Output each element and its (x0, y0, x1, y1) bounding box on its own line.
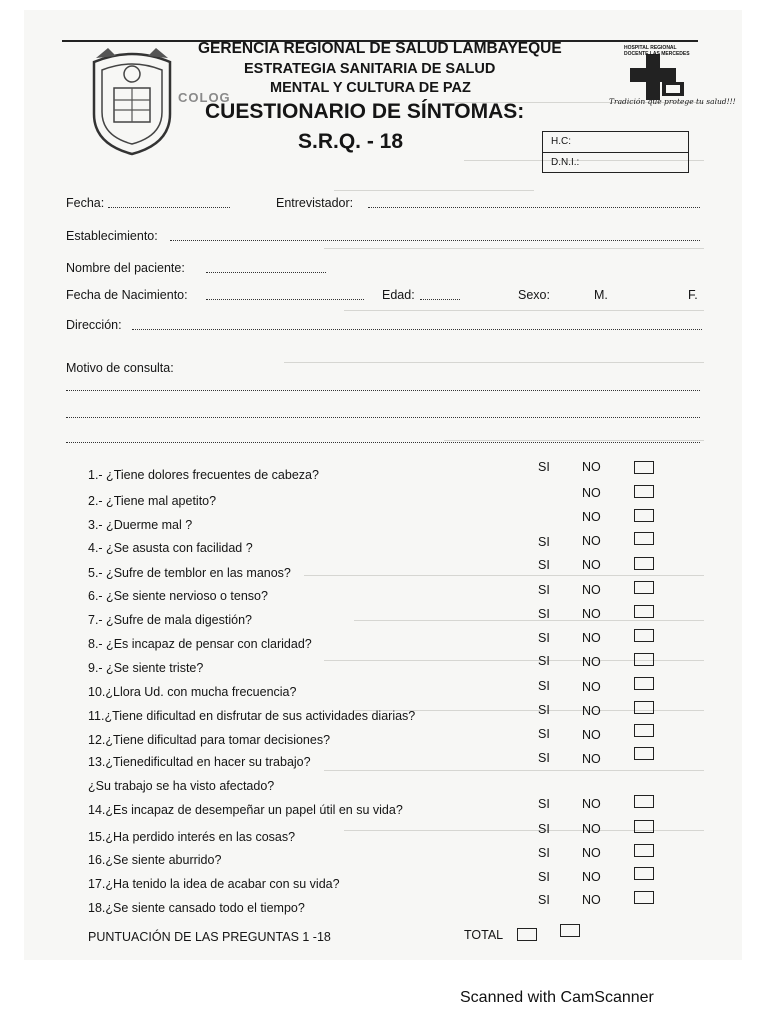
answer-checkbox[interactable] (634, 795, 654, 808)
no-option[interactable]: NO (582, 680, 601, 694)
si-option[interactable]: SI (538, 870, 550, 884)
hc-dni-box (542, 131, 689, 173)
question-text: 8.- ¿Es incapaz de pensar con claridad? (88, 637, 312, 651)
si-option[interactable]: SI (538, 893, 550, 907)
question-text: 1.- ¿Tiene dolores frecuentes de cabeza? (88, 468, 319, 482)
nombre-field[interactable] (206, 272, 326, 273)
sexo-f-option[interactable]: F. (688, 288, 698, 302)
answer-checkbox[interactable] (634, 629, 654, 642)
puntuacion-label: PUNTUACIÓN DE LAS PREGUNTAS 1 -18 (88, 930, 331, 944)
no-option[interactable]: NO (582, 893, 601, 907)
si-option[interactable]: SI (538, 797, 550, 811)
edad-label: Edad: (382, 288, 415, 302)
regional-seal-icon (86, 44, 178, 156)
total-box[interactable] (560, 924, 580, 937)
no-option[interactable]: NO (582, 752, 601, 766)
establecimiento-field[interactable] (170, 240, 700, 241)
no-option[interactable]: NO (582, 655, 601, 669)
establecimiento-label: Establecimiento: (66, 229, 158, 243)
si-option[interactable]: SI (538, 583, 550, 597)
si-option[interactable]: SI (538, 703, 550, 717)
hospital-logo-text: HOSPITAL REGIONAL DOCENTE LAS MERCEDES (624, 45, 690, 57)
answer-checkbox[interactable] (634, 820, 654, 833)
fecha-nacimiento-label: Fecha de Nacimiento: (66, 288, 188, 302)
no-option[interactable]: NO (582, 510, 601, 524)
motivo-line[interactable] (66, 442, 700, 443)
no-option[interactable]: NO (582, 822, 601, 836)
total-label: TOTAL (464, 928, 504, 942)
si-option[interactable]: SI (538, 727, 550, 741)
answer-checkbox[interactable] (634, 747, 654, 760)
answer-checkbox[interactable] (634, 677, 654, 690)
question-text: ¿Su trabajo se ha visto afectado? (88, 779, 275, 793)
question-text: 9.- ¿Se siente triste? (88, 661, 204, 675)
question-text: 6.- ¿Se siente nervioso o tenso? (88, 589, 268, 603)
si-option[interactable]: SI (538, 558, 550, 572)
si-option[interactable]: SI (538, 535, 550, 549)
answer-checkbox[interactable] (634, 701, 654, 714)
no-option[interactable]: NO (582, 631, 601, 645)
fecha-field[interactable] (108, 207, 230, 208)
si-option[interactable]: SI (538, 846, 550, 860)
no-option[interactable]: NO (582, 486, 601, 500)
si-option[interactable]: SI (538, 460, 550, 474)
no-option[interactable]: NO (582, 846, 601, 860)
si-option[interactable]: SI (538, 654, 550, 668)
edad-field[interactable] (420, 299, 460, 300)
si-option[interactable]: SI (538, 751, 550, 765)
seal-stamp-text: COLOG (178, 90, 231, 105)
answer-checkbox[interactable] (634, 653, 654, 666)
no-option[interactable]: NO (582, 583, 601, 597)
question-text: 17.¿Ha tenido la idea de acabar con su vida? (88, 877, 340, 891)
question-text: 13.¿Tienedificultad en hacer su trabajo? (88, 755, 311, 769)
no-option[interactable]: NO (582, 460, 601, 474)
answer-checkbox[interactable] (634, 461, 654, 474)
question-text: 18.¿Se siente cansado todo el tiempo? (88, 901, 305, 915)
si-option[interactable]: SI (538, 631, 550, 645)
answer-checkbox[interactable] (634, 557, 654, 570)
camscanner-watermark: Scanned with CamScanner (460, 989, 654, 1006)
total-box[interactable] (517, 928, 537, 941)
question-text: 10.¿Llora Ud. con mucha frecuencia? (88, 685, 297, 699)
answer-checkbox[interactable] (634, 891, 654, 904)
no-option[interactable]: NO (582, 797, 601, 811)
header-line1: GERENCIA REGIONAL DE SALUD LAMBAYEQUE (198, 40, 562, 57)
question-text: 5.- ¿Sufre de temblor en las manos? (88, 566, 291, 580)
motivo-line[interactable] (66, 417, 700, 418)
answer-checkbox[interactable] (634, 867, 654, 880)
no-option[interactable]: NO (582, 728, 601, 742)
header-line3: MENTAL Y CULTURA DE PAZ (270, 80, 471, 96)
motivo-label: Motivo de consulta: (66, 361, 174, 375)
motivo-line[interactable] (66, 390, 700, 391)
dni-field[interactable]: D.N.I.: (543, 152, 688, 172)
si-option[interactable]: SI (538, 607, 550, 621)
answer-checkbox[interactable] (634, 485, 654, 498)
answer-checkbox[interactable] (634, 724, 654, 737)
question-text: 14.¿Es incapaz de desempeñar un papel útil en su vida? (88, 803, 403, 817)
question-text: 2.- ¿Tiene mal apetito? (88, 494, 217, 508)
no-option[interactable]: NO (582, 607, 601, 621)
no-option[interactable]: NO (582, 534, 601, 548)
entrevistador-label: Entrevistador: (276, 196, 354, 210)
no-option[interactable]: NO (582, 704, 601, 718)
direccion-field[interactable] (132, 329, 702, 330)
si-option[interactable]: SI (538, 822, 550, 836)
answer-checkbox[interactable] (634, 532, 654, 545)
question-text: 12.¿Tiene dificultad para tomar decisiones? (88, 733, 331, 747)
hospital-motto: Tradición que protege tu salud!!! (609, 97, 736, 106)
sexo-m-option[interactable]: M. (594, 288, 608, 302)
entrevistador-field[interactable] (368, 207, 700, 208)
question-text: 16.¿Se siente aburrido? (88, 853, 222, 867)
fecha-label: Fecha: (66, 196, 105, 210)
no-option[interactable]: NO (582, 558, 601, 572)
nombre-label: Nombre del paciente: (66, 261, 185, 275)
document-code: S.R.Q. - 18 (298, 130, 404, 153)
fecha-nacimiento-field[interactable] (206, 299, 364, 300)
direccion-label: Dirección: (66, 318, 122, 332)
si-option[interactable]: SI (538, 679, 550, 693)
answer-checkbox[interactable] (634, 605, 654, 618)
header-line2: ESTRATEGIA SANITARIA DE SALUD (244, 61, 496, 77)
question-text: 11.¿Tiene dificultad en disfrutar de sus actividades diarias? (88, 709, 416, 723)
question-text: 15.¿Ha perdido interés en las cosas? (88, 830, 296, 844)
no-option[interactable]: NO (582, 870, 601, 884)
answer-checkbox[interactable] (634, 581, 654, 594)
hc-field[interactable]: H.C: (551, 136, 571, 147)
sexo-label: Sexo: (518, 288, 550, 302)
answer-checkbox[interactable] (634, 844, 654, 857)
question-text: 3.- ¿Duerme mal ? (88, 518, 193, 532)
question-text: 7.- ¿Sufre de mala digestión? (88, 613, 252, 627)
document-title: CUESTIONARIO DE SÍNTOMAS: (205, 100, 525, 123)
answer-checkbox[interactable] (634, 509, 654, 522)
question-text: 4.- ¿Se asusta con facilidad ? (88, 541, 253, 555)
